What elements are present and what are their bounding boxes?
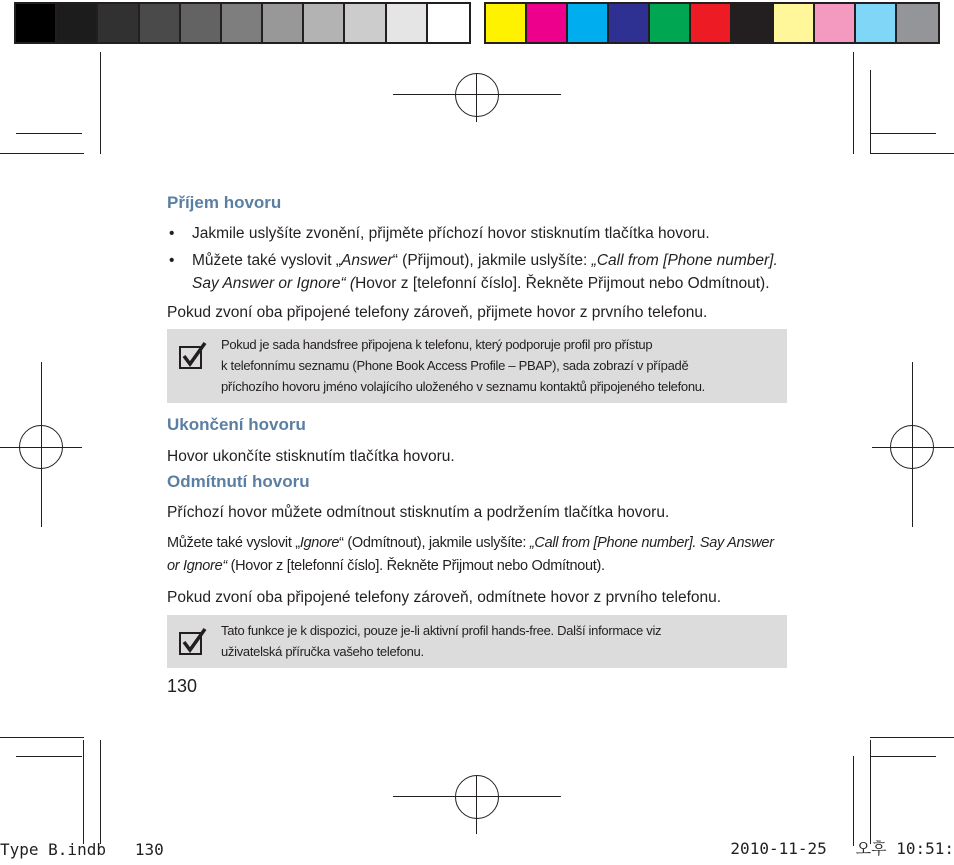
crop-mark (0, 153, 84, 154)
voice-prompt: „Call from [Phone number]. Say Answer or Ignore“ ( (192, 252, 778, 292)
registration-mark-circle (455, 73, 499, 117)
color-swatch (856, 4, 897, 42)
paragraph: Hovor ukončíte stisknutím tlačítka hovoru. (167, 448, 455, 465)
color-swatch (527, 4, 568, 42)
color-swatch (774, 4, 815, 42)
color-swatch (428, 4, 469, 42)
note-line: příchozího hovoru jméno volajícího uloženého v seznamu kontaktů připojeného telefonu. (221, 379, 705, 394)
color-swatch (387, 4, 428, 42)
bullet-text: Hovor z [telefonní číslo]. Řekněte Přijmout nebo Odmítnout). (355, 275, 770, 292)
page-number: 130 (167, 676, 198, 696)
list-item (167, 222, 789, 245)
color-swatch (304, 4, 345, 42)
heading-reject-call: Odmítnutí hovoru (167, 472, 310, 491)
note-line: k telefonnímu seznamu (Phone Book Access Profile – PBAP), sada zobrazí v případě (221, 358, 689, 373)
color-swatch (732, 4, 773, 42)
crop-mark (870, 737, 954, 738)
note-line: Pokud je sada handsfree připojena k telefonu, který podporuje profil pro přístup (221, 337, 653, 352)
color-swatch (345, 4, 386, 42)
paragraph-text: “ (Odmítnout), jakmile uslyšíte: (339, 535, 530, 551)
crop-mark (870, 133, 936, 134)
checkmark-box-icon (179, 341, 207, 369)
crop-mark (870, 756, 936, 757)
paragraph: Příchozí hovor můžete odmítnout stisknutím a podržením tlačítka hovoru. (167, 504, 670, 521)
crop-mark (853, 52, 854, 154)
color-swatch (815, 4, 856, 42)
paragraph: Pokud zvoní oba připojené telefony zároveň, přijmete hovor z prvního telefonu. (167, 304, 708, 321)
bullet-list (167, 222, 789, 295)
color-swatch (140, 4, 181, 42)
color-swatch (57, 4, 98, 42)
paragraph: Pokud zvoní oba připojené telefony zároveň, odmítnete hovor z prvního telefonu. (167, 589, 722, 606)
crop-mark (853, 756, 854, 846)
note-text (221, 329, 713, 403)
color-swatch-bar (484, 2, 940, 44)
command-word: Ignore (299, 535, 340, 551)
checkmark-box-icon (179, 627, 207, 655)
page-content (167, 193, 789, 697)
note-line: Tato funkce je k dispozici, pouze je-li aktivní profil hands-free. Další informace viz (221, 623, 662, 638)
paragraph-text: Můžete také vyslovit „ (167, 535, 300, 551)
bullet-text: “ (Přijmout), jakmile uslyšíte: (392, 252, 592, 269)
registration-mark-circle (455, 775, 499, 819)
note-line: uživatelská příručka vašeho telefonu. (221, 644, 424, 659)
color-swatch (222, 4, 263, 42)
bullet-text: Můžete také vyslovit „ (192, 252, 342, 269)
crop-mark (870, 70, 871, 154)
color-swatch (16, 4, 57, 42)
command-word: Answer (341, 252, 393, 269)
crop-mark (870, 153, 954, 154)
crop-mark (0, 737, 84, 738)
color-swatch (650, 4, 691, 42)
color-swatch (609, 4, 650, 42)
note-box (167, 615, 787, 668)
heading-answer-call: Příjem hovoru (167, 193, 282, 212)
crop-mark (870, 740, 871, 844)
registration-mark-circle (19, 425, 63, 469)
color-swatch (691, 4, 732, 42)
footer-timestamp: 2010-11-25 오후 10:51: (730, 839, 954, 858)
color-swatch (98, 4, 139, 42)
crop-mark (83, 740, 84, 844)
bullet-text: Jakmile uslyšíte zvonění, přijměte příchozí hovor stisknutím tlačítka hovoru. (192, 225, 710, 242)
color-swatch (263, 4, 304, 42)
grayscale-swatch-bar (14, 2, 471, 44)
note-box (167, 329, 787, 403)
crop-mark (16, 133, 82, 134)
crop-mark (100, 52, 101, 154)
color-swatch (486, 4, 527, 42)
note-text (221, 615, 669, 668)
voice-prompt: „Call from [Phone number]. Say Answer or Ignore“ (167, 535, 774, 574)
registration-mark-circle (890, 425, 934, 469)
color-swatch (568, 4, 609, 42)
heading-end-call: Ukončení hovoru (167, 415, 306, 434)
color-swatch (897, 4, 938, 42)
crop-mark (16, 756, 82, 757)
footer-file-info: Type B.indb 130 (0, 840, 164, 859)
crop-mark (100, 740, 101, 844)
paragraph-text: (Hovor z [telefonní číslo]. Řekněte Přijmout nebo Odmítnout). (226, 558, 605, 574)
list-item (167, 249, 789, 295)
paragraph (167, 532, 789, 578)
color-swatch (181, 4, 222, 42)
